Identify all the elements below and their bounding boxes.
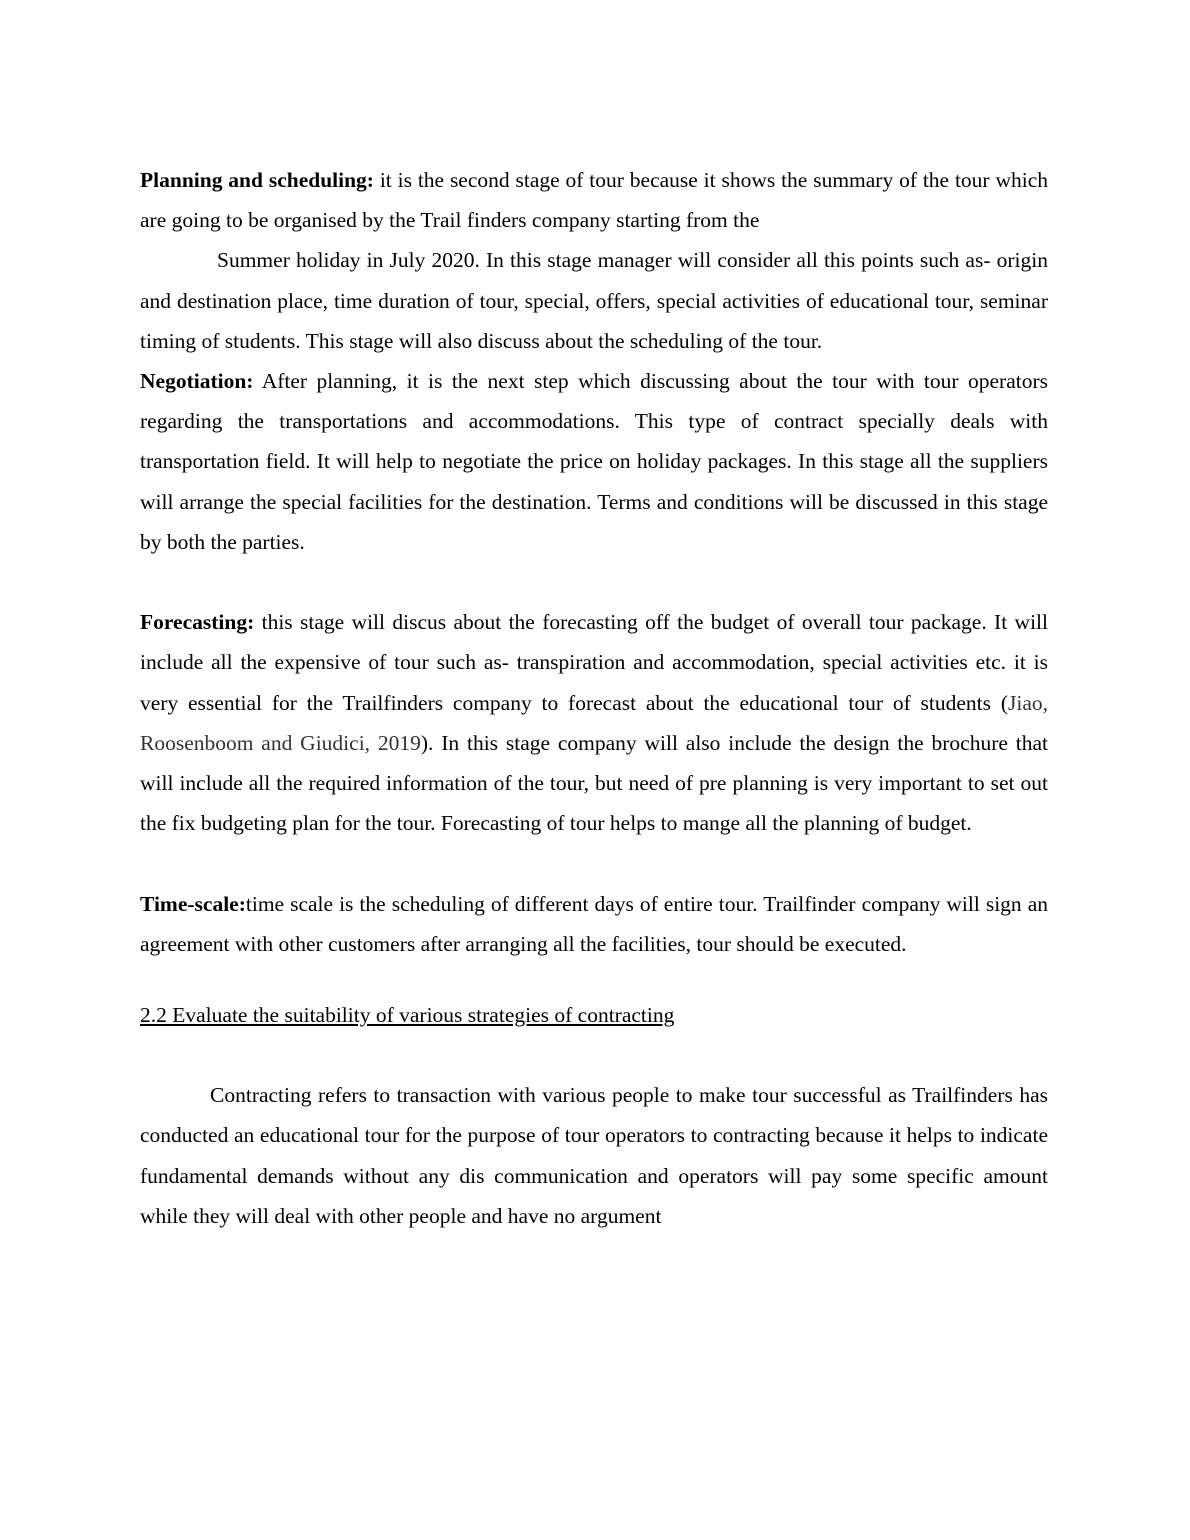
blank-line <box>140 1035 1048 1075</box>
blank-line <box>140 562 1048 602</box>
forecasting-text-after: ). In this stage company will also include the design the brochure that will include all the required information of the tour, but need of pre planning is very important to set out the fix budgeting plan for the tour. Forecasting of tour helps to mange all the planning of budget. <box>140 730 1048 836</box>
section-heading: 2.2 Evaluate the suitability of various strategies of contracting <box>140 1003 675 1028</box>
timescale-label: Time-scale: <box>140 891 246 916</box>
timescale-paragraph <box>140 884 1048 964</box>
planning-text: it is the second stage of tour because it shows the summary of the tour which are going to be organised by the Trail finders company starting from the <box>140 168 1048 233</box>
document-page <box>140 160 1048 1236</box>
forecasting-text-before: this stage will discus about the forecasting off the budget of overall tour package. It will include all the expensive of tour such as- transpiration and accommodation, special activities etc. it is very essential for the Trailfinders company to forecast about the educational tour of students ( <box>140 610 1048 715</box>
planning-paragraph <box>140 160 1048 240</box>
negotiation-text: After planning, it is the next step which discussing about the tour with tour operators regarding the transportations and accommodations. This type of contract specially deals with transportation field. It will help to negotiate the price on holiday packages. In this stage all the suppliers will arrange the special facilities for the destination. Terms and conditions will be discussed in this stage by both the parties. <box>140 369 1048 554</box>
forecasting-citation: Jiao, Roosenboom and Giudici, 2019 <box>140 690 1048 755</box>
forecasting-label: Forecasting: <box>140 610 255 635</box>
negotiation-label: Negotiation: <box>140 369 254 394</box>
negotiation-paragraph <box>140 361 1048 562</box>
forecasting-paragraph <box>140 602 1048 843</box>
planning-continuation: Summer holiday in July 2020. In this stage manager will consider all this points such as- origin and destination place, time duration of tour, special, offers, special activities of educational tour, seminar timing of students. This stage will also discuss about the scheduling of the tour. <box>140 248 1048 353</box>
timescale-text: time scale is the scheduling of different days of entire tour. Trailfinder company will sign an agreement with other customers after arranging all the facilities, tour should be executed. <box>140 891 1048 956</box>
blank-line <box>140 964 1048 995</box>
blank-line <box>140 843 1048 883</box>
planning-label: Planning and scheduling: <box>140 168 374 192</box>
contracting-paragraph: Contracting refers to transaction with various people to make tour successful as Trailfinders has conducted an educational tour for the purpose of tour operators to contracting because it helps to indicate fundamental demands without any dis communication and operators will pay some specific amount while they will deal with other people and have no argument <box>140 1083 1048 1228</box>
